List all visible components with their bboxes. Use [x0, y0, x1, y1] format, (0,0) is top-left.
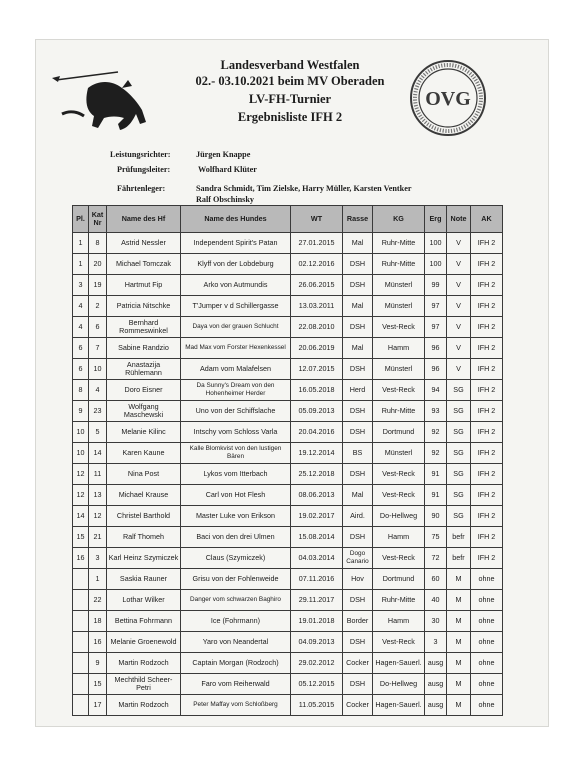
cell-place: 15	[73, 527, 89, 548]
cell-class: ohne	[471, 590, 503, 611]
cell-cat-nr: 21	[89, 527, 107, 548]
seal-text: OVG	[425, 88, 471, 110]
cell-score: 100	[425, 233, 447, 254]
table-row	[73, 443, 503, 464]
cell-dog: Adam vom Malafelsen	[181, 359, 291, 380]
cell-place: 9	[73, 401, 89, 422]
header-birthdate: WT	[291, 206, 343, 233]
cell-birthdate: 29.02.2012	[291, 653, 343, 674]
cell-birthdate: 16.05.2018	[291, 380, 343, 401]
cell-class: IFH 2	[471, 254, 503, 275]
table-row	[73, 674, 503, 695]
cell-handler: Hartmut Fip	[107, 275, 181, 296]
cell-dog: Independent Spirit's Patan	[181, 233, 291, 254]
cell-grade: V	[447, 233, 471, 254]
cell-dog: Faro vom Reiherwald	[181, 674, 291, 695]
cell-club: Münsterl	[373, 275, 425, 296]
tracklayers-label: Fährtenleger:	[117, 184, 166, 193]
cell-breed: DSH	[343, 674, 373, 695]
cell-handler: Lothar Wilker	[107, 590, 181, 611]
header-score: Erg	[425, 206, 447, 233]
table-row	[73, 338, 503, 359]
cell-birthdate: 27.01.2015	[291, 233, 343, 254]
table-row	[73, 527, 503, 548]
cell-score: 100	[425, 254, 447, 275]
cell-birthdate: 08.06.2013	[291, 485, 343, 506]
cell-class: IFH 2	[471, 443, 503, 464]
cell-place: 12	[73, 464, 89, 485]
cell-score: 30	[425, 611, 447, 632]
cell-score: ausg	[425, 653, 447, 674]
cell-breed: DSH	[343, 275, 373, 296]
cell-handler: Patricia Nitschke	[107, 296, 181, 317]
cell-breed: Herd	[343, 380, 373, 401]
header-handler: Name des Hf	[107, 206, 181, 233]
table-row	[73, 422, 503, 443]
cell-handler: Anastazija Rühlemann	[107, 359, 181, 380]
cell-dog: Ice (Fohrmann)	[181, 611, 291, 632]
table-row	[73, 254, 503, 275]
cell-breed: Mal	[343, 233, 373, 254]
cell-place: 4	[73, 317, 89, 338]
cell-class: IFH 2	[471, 527, 503, 548]
cell-handler: Michael Krause	[107, 485, 181, 506]
cell-class: ohne	[471, 632, 503, 653]
table-row	[73, 485, 503, 506]
cell-breed: Mal	[343, 485, 373, 506]
cell-place: 6	[73, 338, 89, 359]
cell-cat-nr: 14	[89, 443, 107, 464]
cell-class: IFH 2	[471, 275, 503, 296]
cell-club: Vest-Reck	[373, 380, 425, 401]
cell-score: 92	[425, 422, 447, 443]
cell-cat-nr: 20	[89, 254, 107, 275]
cell-breed: Hov	[343, 569, 373, 590]
cell-club: Ruhr-Mitte	[373, 590, 425, 611]
cell-grade: SG	[447, 380, 471, 401]
table-row	[73, 359, 503, 380]
cell-birthdate: 11.05.2015	[291, 695, 343, 716]
cell-dog: T'Jumper v d Schillergasse	[181, 296, 291, 317]
cell-club: Ruhr-Mitte	[373, 401, 425, 422]
cell-handler: Christel Barthold	[107, 506, 181, 527]
cell-birthdate: 22.08.2010	[291, 317, 343, 338]
table-row	[73, 632, 503, 653]
chief-value: Wolfhard Klüter	[198, 165, 257, 174]
cell-birthdate: 07.11.2016	[291, 569, 343, 590]
cell-dog: Kalle Blomkvist von den lustigen Bären	[181, 443, 291, 464]
cell-breed: DSH	[343, 359, 373, 380]
cell-club: Vest-Reck	[373, 632, 425, 653]
cell-cat-nr: 18	[89, 611, 107, 632]
cell-club: Hamm	[373, 527, 425, 548]
cell-place: 10	[73, 443, 89, 464]
cell-birthdate: 04.09.2013	[291, 632, 343, 653]
cell-class: ohne	[471, 695, 503, 716]
cell-cat-nr: 3	[89, 548, 107, 569]
table-row	[73, 317, 503, 338]
cell-class: IFH 2	[471, 401, 503, 422]
cell-class: IFH 2	[471, 380, 503, 401]
header-place: Pl.	[73, 206, 89, 233]
cell-class: IFH 2	[471, 338, 503, 359]
tracklayers-value: Sandra Schmidt, Tim Zielske, Harry Müller, Karsten Ventker	[196, 184, 412, 193]
cell-class: IFH 2	[471, 506, 503, 527]
cell-score: 96	[425, 359, 447, 380]
event-date-location: 02.- 03.10.2021 beim MV Oberaden	[195, 74, 385, 88]
cell-class: ohne	[471, 611, 503, 632]
header-dog: Name des Hundes	[181, 206, 291, 233]
cell-place: 4	[73, 296, 89, 317]
cell-score: 97	[425, 317, 447, 338]
table-row	[73, 401, 503, 422]
header-breed: Rasse	[343, 206, 373, 233]
cell-club: Hagen-Sauerl.	[373, 653, 425, 674]
cell-class: ohne	[471, 569, 503, 590]
cell-dog: Daya von der grauen Schlucht	[181, 317, 291, 338]
header-club: KG	[373, 206, 425, 233]
cell-dog: Da Sunny's Dream von den Hohenheimer Herder	[181, 380, 291, 401]
cell-handler: Nina Post	[107, 464, 181, 485]
cell-handler: Bernhard Rommeswinkel	[107, 317, 181, 338]
cell-score: 90	[425, 506, 447, 527]
ovg-seal-logo	[408, 58, 488, 138]
cell-handler: Doro Eisner	[107, 380, 181, 401]
cell-dog: Klyff von der Lobdeburg	[181, 254, 291, 275]
cell-breed: DSH	[343, 422, 373, 443]
table-row	[73, 590, 503, 611]
cell-place: 8	[73, 380, 89, 401]
cell-breed: DSH	[343, 317, 373, 338]
cell-score: 94	[425, 380, 447, 401]
cell-class: IFH 2	[471, 485, 503, 506]
cell-handler: Ralf Thomeh	[107, 527, 181, 548]
cell-place: 16	[73, 548, 89, 569]
cell-birthdate: 04.03.2014	[291, 548, 343, 569]
cell-handler: Sabine Randzio	[107, 338, 181, 359]
header-cat-nr: Kat Nr	[89, 206, 107, 233]
cell-grade: V	[447, 359, 471, 380]
table-row	[73, 506, 503, 527]
cell-dog: Intschy vom Schloss Varla	[181, 422, 291, 443]
cell-birthdate: 05.12.2015	[291, 674, 343, 695]
cell-cat-nr: 5	[89, 422, 107, 443]
cell-cat-nr: 9	[89, 653, 107, 674]
cell-club: Dortmund	[373, 422, 425, 443]
table-header-row	[73, 206, 503, 233]
cell-score: 96	[425, 338, 447, 359]
cell-club: Ruhr-Mitte	[373, 233, 425, 254]
cell-grade: M	[447, 590, 471, 611]
cell-club: Hagen-Sauerl.	[373, 695, 425, 716]
cell-breed: Mal	[343, 338, 373, 359]
cell-score: 93	[425, 401, 447, 422]
cell-handler: Wolfgang Maschewski	[107, 401, 181, 422]
cell-breed: DSH	[343, 632, 373, 653]
results-table	[72, 205, 503, 716]
cell-place	[73, 569, 89, 590]
cell-class: IFH 2	[471, 317, 503, 338]
cell-cat-nr: 4	[89, 380, 107, 401]
cell-cat-nr: 22	[89, 590, 107, 611]
cell-birthdate: 26.06.2015	[291, 275, 343, 296]
cell-place: 3	[73, 275, 89, 296]
cell-handler: Martin Rodzoch	[107, 695, 181, 716]
cell-score: 99	[425, 275, 447, 296]
cell-grade: SG	[447, 422, 471, 443]
cell-breed: Border	[343, 611, 373, 632]
header-class: AK	[471, 206, 503, 233]
cell-handler: Martin Rodzoch	[107, 653, 181, 674]
cell-dog: Uno von der Schiffslache	[181, 401, 291, 422]
cell-class: IFH 2	[471, 422, 503, 443]
cell-class: IFH 2	[471, 548, 503, 569]
cell-dog: Peter Maffay vom Schloßberg	[181, 695, 291, 716]
cell-club: Münsterl	[373, 359, 425, 380]
table-row	[73, 611, 503, 632]
cell-grade: SG	[447, 443, 471, 464]
cell-score: 97	[425, 296, 447, 317]
cell-breed: DSH	[343, 590, 373, 611]
cell-club: Hamm	[373, 611, 425, 632]
cell-dog: Baci von den drei Ulmen	[181, 527, 291, 548]
cell-grade: V	[447, 338, 471, 359]
cell-club: Vest-Reck	[373, 464, 425, 485]
cell-class: ohne	[471, 674, 503, 695]
cell-grade: V	[447, 254, 471, 275]
cell-cat-nr: 23	[89, 401, 107, 422]
cell-place	[73, 632, 89, 653]
judge-label: Leistungsrichter:	[110, 150, 171, 159]
cell-club: Münsterl	[373, 443, 425, 464]
cell-birthdate: 19.01.2018	[291, 611, 343, 632]
table-row	[73, 653, 503, 674]
cell-dog: Lykos vom Itterbach	[181, 464, 291, 485]
table-row	[73, 380, 503, 401]
cell-club: Vest-Reck	[373, 485, 425, 506]
cell-cat-nr: 8	[89, 233, 107, 254]
cell-dog: Grisu von der Fohlenweide	[181, 569, 291, 590]
table-row	[73, 233, 503, 254]
cell-class: IFH 2	[471, 233, 503, 254]
cell-grade: SG	[447, 401, 471, 422]
cell-score: 92	[425, 443, 447, 464]
cell-handler: Karl Heinz Szymiczek	[107, 548, 181, 569]
chief-label: Prüfungsleiter:	[117, 165, 171, 174]
cell-club: Do-Hellweg	[373, 506, 425, 527]
cell-dog: Mad Max vom Forster Hexenkessel	[181, 338, 291, 359]
cell-place	[73, 611, 89, 632]
cell-birthdate: 20.06.2019	[291, 338, 343, 359]
cell-grade: M	[447, 611, 471, 632]
cell-score: ausg	[425, 695, 447, 716]
cell-place: 14	[73, 506, 89, 527]
table-row	[73, 464, 503, 485]
table-row	[73, 275, 503, 296]
cell-club: Vest-Reck	[373, 317, 425, 338]
table-row	[73, 569, 503, 590]
table-row	[73, 296, 503, 317]
cell-cat-nr: 15	[89, 674, 107, 695]
cell-birthdate: 20.04.2016	[291, 422, 343, 443]
judge-value: Jürgen Knappe	[196, 150, 251, 159]
organizer-title: Landesverband Westfalen	[220, 58, 360, 72]
cell-birthdate: 25.12.2018	[291, 464, 343, 485]
cell-place: 1	[73, 233, 89, 254]
cell-cat-nr: 2	[89, 296, 107, 317]
results-list-title: Ergebnisliste IFH 2	[237, 110, 343, 124]
cell-birthdate: 13.03.2011	[291, 296, 343, 317]
cell-birthdate: 02.12.2016	[291, 254, 343, 275]
cell-score: 3	[425, 632, 447, 653]
cell-place: 10	[73, 422, 89, 443]
cell-dog: Claus (Szymiczek)	[181, 548, 291, 569]
cell-dog: Yaro von Neandertal	[181, 632, 291, 653]
cell-grade: SG	[447, 506, 471, 527]
cell-cat-nr: 17	[89, 695, 107, 716]
cell-club: Vest-Reck	[373, 548, 425, 569]
cell-handler: Mechthild Scheer-Petri	[107, 674, 181, 695]
cell-club: Do-Hellweg	[373, 674, 425, 695]
cell-grade: M	[447, 674, 471, 695]
cell-score: 75	[425, 527, 447, 548]
cell-class: IFH 2	[471, 296, 503, 317]
cell-class: IFH 2	[471, 464, 503, 485]
table-row	[73, 695, 503, 716]
cell-dog: Master Luke von Erikson	[181, 506, 291, 527]
header-grade: Note	[447, 206, 471, 233]
cell-cat-nr: 11	[89, 464, 107, 485]
cell-place	[73, 674, 89, 695]
cell-handler: Astrid Nessler	[107, 233, 181, 254]
cell-grade: SG	[447, 485, 471, 506]
cell-place: 12	[73, 485, 89, 506]
cell-place	[73, 695, 89, 716]
cell-breed: BS	[343, 443, 373, 464]
cell-handler: Michael Tomczak	[107, 254, 181, 275]
cell-place: 6	[73, 359, 89, 380]
cell-breed: Aird.	[343, 506, 373, 527]
cell-grade: befr	[447, 548, 471, 569]
cell-score: 91	[425, 464, 447, 485]
cell-class: ohne	[471, 653, 503, 674]
cell-club: Dortmund	[373, 569, 425, 590]
cell-birthdate: 29.11.2017	[291, 590, 343, 611]
tracking-dog-logo	[48, 66, 152, 136]
cell-handler: Bettina Fohrmann	[107, 611, 181, 632]
cell-birthdate: 19.12.2014	[291, 443, 343, 464]
cell-place: 1	[73, 254, 89, 275]
cell-breed: DSH	[343, 401, 373, 422]
cell-cat-nr: 6	[89, 317, 107, 338]
tournament-name: LV-FH-Turnier	[248, 92, 332, 106]
cell-cat-nr: 16	[89, 632, 107, 653]
cell-grade: M	[447, 569, 471, 590]
cell-breed: Dogo Canario	[343, 548, 373, 569]
cell-cat-nr: 7	[89, 338, 107, 359]
cell-dog: Arko von Autmundis	[181, 275, 291, 296]
cell-score: ausg	[425, 674, 447, 695]
cell-breed: DSH	[343, 464, 373, 485]
cell-birthdate: 15.08.2014	[291, 527, 343, 548]
cell-place	[73, 653, 89, 674]
cell-birthdate: 05.09.2013	[291, 401, 343, 422]
cell-cat-nr: 12	[89, 506, 107, 527]
cell-breed: Cocker	[343, 695, 373, 716]
cell-dog: Captain Morgan (Rodzoch)	[181, 653, 291, 674]
cell-handler: Saskia Rauner	[107, 569, 181, 590]
cell-club: Münsterl	[373, 296, 425, 317]
cell-grade: V	[447, 275, 471, 296]
cell-dog: Danger vom schwarzen Baghiro	[181, 590, 291, 611]
cell-place	[73, 590, 89, 611]
cell-score: 60	[425, 569, 447, 590]
cell-grade: befr	[447, 527, 471, 548]
tracklayers-value-2: Ralf Obschinsky	[196, 195, 255, 204]
cell-cat-nr: 13	[89, 485, 107, 506]
cell-grade: SG	[447, 464, 471, 485]
cell-cat-nr: 19	[89, 275, 107, 296]
cell-score: 91	[425, 485, 447, 506]
cell-score: 40	[425, 590, 447, 611]
table-row	[73, 548, 503, 569]
cell-score: 72	[425, 548, 447, 569]
cell-class: IFH 2	[471, 359, 503, 380]
cell-grade: V	[447, 317, 471, 338]
cell-handler: Karen Kaune	[107, 443, 181, 464]
cell-club: Ruhr-Mitte	[373, 254, 425, 275]
cell-breed: DSH	[343, 254, 373, 275]
cell-breed: DSH	[343, 527, 373, 548]
cell-grade: M	[447, 695, 471, 716]
cell-cat-nr: 10	[89, 359, 107, 380]
cell-birthdate: 12.07.2015	[291, 359, 343, 380]
cell-cat-nr: 1	[89, 569, 107, 590]
cell-handler: Melanie Groenewold	[107, 632, 181, 653]
cell-club: Hamm	[373, 338, 425, 359]
cell-handler: Melanie Kilinc	[107, 422, 181, 443]
cell-breed: Mal	[343, 296, 373, 317]
cell-breed: Cocker	[343, 653, 373, 674]
cell-grade: V	[447, 296, 471, 317]
cell-dog: Carl von Hot Flesh	[181, 485, 291, 506]
cell-grade: M	[447, 653, 471, 674]
cell-birthdate: 19.02.2017	[291, 506, 343, 527]
cell-grade: M	[447, 632, 471, 653]
